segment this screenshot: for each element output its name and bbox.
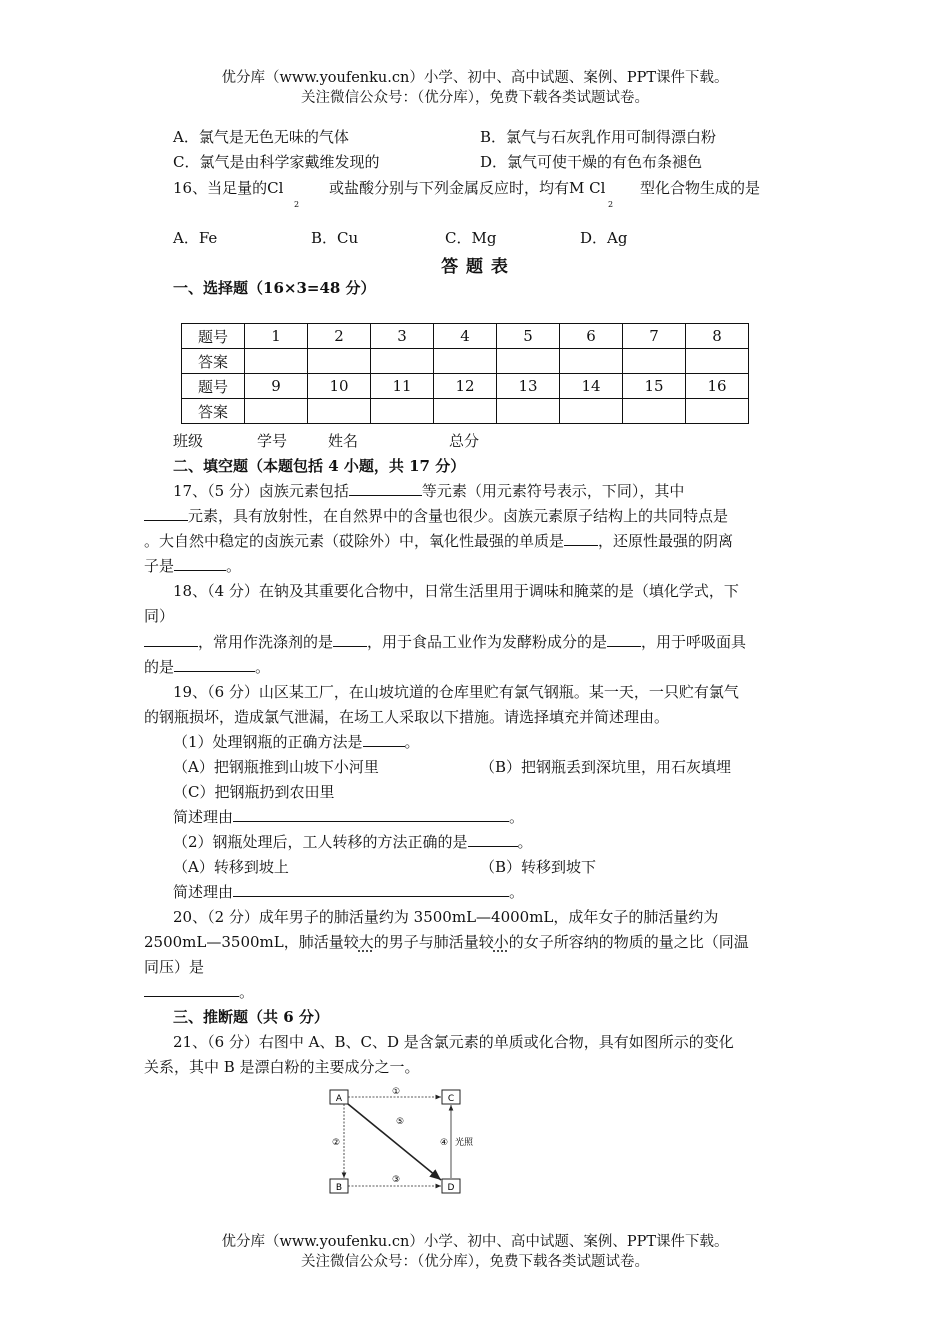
row-label-answer: 答案 <box>182 349 245 374</box>
info-class: 班级 <box>173 432 204 450</box>
question-number: 15 <box>623 374 686 399</box>
question-number: 5 <box>497 324 560 349</box>
question-number: 2 <box>308 324 371 349</box>
q18-text: 。 <box>255 658 271 676</box>
q16-stem-part2: 或盐酸分别与下列金属反应时，均有M Cl <box>329 179 606 197</box>
info-student-id: 学号 <box>257 432 288 450</box>
q19-text: 。 <box>404 733 420 751</box>
q19-option-a2: （A）转移到坡上 <box>173 858 289 876</box>
q19-reason-blank-1[interactable] <box>233 807 509 822</box>
q16-stem-part3: 型化合物生成的是 <box>640 179 761 197</box>
q20-line-4 <box>144 981 254 1002</box>
q18-text: ，用于呼吸面具 <box>641 633 747 651</box>
q21-line-1: 21、（6 分）右图中 A、B、C、D 是含氯元素的单质或化合物，具有如图所示的变化 <box>173 1033 734 1051</box>
node-c-label: C <box>447 1094 455 1104</box>
q17-blank-4[interactable] <box>174 556 226 571</box>
q17-line-2 <box>144 505 728 526</box>
question-number: 1 <box>245 324 308 349</box>
answer-cell[interactable] <box>245 399 308 424</box>
q15-option-c: C．氯气是由科学家戴维发现的 <box>173 153 380 171</box>
answer-cell[interactable] <box>371 399 434 424</box>
q19-text: （2）钢瓶处理后，工人转移的方法正确的是 <box>173 833 468 851</box>
transformation-diagram <box>320 1082 490 1202</box>
node-a-label: A <box>335 1094 343 1104</box>
question-number: 4 <box>434 324 497 349</box>
q18-line-2: 同） <box>144 607 175 625</box>
q18-blank-4[interactable] <box>174 657 255 672</box>
q17-text: 17、（5 分）卤族元素包括 <box>173 482 349 500</box>
info-name: 姓名 <box>328 432 359 450</box>
q19-reason-2 <box>173 881 524 902</box>
answer-cell[interactable] <box>434 349 497 374</box>
question-number: 13 <box>497 374 560 399</box>
edge-1-label: ① <box>391 1087 401 1097</box>
q19-text: 简述理由 <box>173 883 234 901</box>
q18-line-1: 18、（4 分）在钠及其重要化合物中，日常生活里用于调味和腌菜的是（填化学式，下 <box>173 582 739 600</box>
answer-cell[interactable] <box>560 349 623 374</box>
answer-cell[interactable] <box>308 349 371 374</box>
edge-a-to-d <box>348 1104 441 1180</box>
edge-4-label: ④ <box>439 1138 449 1148</box>
q17-blank-2[interactable] <box>144 506 188 521</box>
q19-reason-blank-2[interactable] <box>233 882 509 897</box>
section1-title: 一、选择题（16×3=48 分） <box>173 279 376 297</box>
q18-text: 的是 <box>144 658 175 676</box>
q18-blank-3[interactable] <box>607 632 641 647</box>
answer-sheet-title: 答 题 表 <box>441 257 509 277</box>
row-label-question: 题号 <box>182 324 245 349</box>
q19-text: 。 <box>509 808 525 826</box>
node-d-label: D <box>447 1183 455 1193</box>
q16-option-b: B．Cu <box>311 229 359 247</box>
edge-3-label: ③ <box>391 1175 401 1185</box>
q16-subscript-2: 2 <box>608 200 614 209</box>
answer-cell[interactable] <box>623 349 686 374</box>
answer-cell[interactable] <box>686 349 749 374</box>
q17-text: 子是 <box>144 557 175 575</box>
q19-part-2 <box>173 831 533 852</box>
q15-option-b: B．氯气与石灰乳作用可制得漂白粉 <box>480 128 717 146</box>
table-row <box>182 349 749 374</box>
q19-line-1: 19、（6 分）山区某工厂，在山坡坑道的仓库里贮有氯气钢瓶。某一天，一只贮有氯气 <box>173 683 739 701</box>
q19-text: 。 <box>517 833 533 851</box>
question-number: 12 <box>434 374 497 399</box>
q17-text: 等元素（用元素符号表示，下同），其中 <box>421 482 685 500</box>
q16-subscript-1: 2 <box>294 200 300 209</box>
q19-option-b: （B）把钢瓶丢到深坑里，用石灰填埋 <box>480 758 732 776</box>
q19-option-a: （A）把钢瓶推到山坡下小河里 <box>173 758 379 776</box>
table-row <box>182 399 749 424</box>
answer-cell[interactable] <box>245 349 308 374</box>
table-row <box>182 374 749 399</box>
q19-part-1 <box>173 731 420 752</box>
q20-line-2 <box>144 931 749 952</box>
q20-text: 的女子所容纳的物质的量之比（同温 <box>508 933 749 951</box>
q19-text: 。 <box>509 883 525 901</box>
answer-cell[interactable] <box>434 399 497 424</box>
q20-line-3: 同压）是 <box>144 958 205 976</box>
q17-blank-3[interactable] <box>564 531 598 546</box>
q19-option-b2: （B）转移到坡下 <box>480 858 597 876</box>
answer-cell[interactable] <box>560 399 623 424</box>
edge-5-label: ⑤ <box>395 1117 405 1127</box>
q18-line-4 <box>144 656 270 677</box>
q19-blank-1[interactable] <box>363 732 405 747</box>
question-number: 6 <box>560 324 623 349</box>
q18-blank-1[interactable] <box>144 632 198 647</box>
q18-text: ，常用作洗涤剂的是 <box>198 633 334 651</box>
q20-text: 的男子与肺活量较 <box>373 933 494 951</box>
q16-option-c: C．Mg <box>445 229 497 247</box>
question-number: 14 <box>560 374 623 399</box>
section2-title: 二、填空题（本题包括 4 小题，共 17 分） <box>173 457 466 475</box>
q16-option-d: D．Ag <box>580 229 628 247</box>
q16-option-a: A．Fe <box>173 229 218 247</box>
q20-emphasis-big: 大 <box>358 933 374 951</box>
q17-text: 。 <box>226 557 242 575</box>
q18-text: ，用于食品工业作为发酵粉成分的是 <box>367 633 608 651</box>
q17-line-1 <box>173 480 684 501</box>
answer-cell[interactable] <box>686 399 749 424</box>
q18-blank-2[interactable] <box>333 632 367 647</box>
header-line-1: 优分库（www.youfenku.cn）小学、初中、高中试题、案例、PPT课件下载。 <box>221 70 729 86</box>
node-b-label: B <box>335 1183 343 1193</box>
question-number: 10 <box>308 374 371 399</box>
answer-cell[interactable] <box>497 349 560 374</box>
q17-text: ，还原性最强的阴离 <box>598 532 734 550</box>
question-number: 11 <box>371 374 434 399</box>
edge-2-label: ② <box>331 1138 341 1148</box>
q19-option-c: （C）把钢瓶扔到农田里 <box>173 783 335 801</box>
header-line-2: 关注微信公众号：（优分库），免费下载各类试题试卷。 <box>301 90 649 106</box>
q17-blank-1[interactable] <box>349 481 422 496</box>
question-number: 7 <box>623 324 686 349</box>
question-number: 16 <box>686 374 749 399</box>
answer-cell[interactable] <box>623 399 686 424</box>
q19-reason-1 <box>173 806 524 827</box>
q19-text: 简述理由 <box>173 808 234 826</box>
q17-text: 。大自然中稳定的卤族元素（砹除外）中，氧化性最强的单质是 <box>144 532 565 550</box>
q19-text: （1）处理钢瓶的正确方法是 <box>173 733 363 751</box>
table-row <box>182 324 749 349</box>
edge-4-condition: 光照 <box>455 1138 474 1148</box>
q15-option-a: A．氯气是无色无味的气体 <box>173 128 349 146</box>
q16-stem <box>173 177 283 198</box>
q20-text: 。 <box>239 983 255 1001</box>
answer-table <box>181 323 749 424</box>
q20-line-1: 20、（2 分）成年男子的肺活量约为 3500mL—4000mL，成年女子的肺活量约为 <box>173 908 719 926</box>
q19-line-2: 的钢瓶损坏，造成氯气泄漏，在场工人采取以下措施。请选择填充并简述理由。 <box>144 708 670 726</box>
q20-emphasis-small: 小 <box>493 933 509 951</box>
info-total: 总分 <box>449 432 480 450</box>
q20-blank[interactable] <box>144 982 239 997</box>
q19-blank-2[interactable] <box>468 832 518 847</box>
question-number: 9 <box>245 374 308 399</box>
q17-line-4 <box>144 555 241 576</box>
question-number: 3 <box>371 324 434 349</box>
q17-text: 元素，具有放射性，在自然界中的含量也很少。卤族元素原子结构上的共同特点是 <box>188 507 729 525</box>
footer-line-1: 优分库（www.youfenku.cn）小学、初中、高中试题、案例、PPT课件下载。 <box>221 1234 729 1250</box>
q20-text: 2500mL—3500mL，肺活量较 <box>144 933 359 951</box>
answer-cell[interactable] <box>497 399 560 424</box>
q15-option-d: D．氯气可使干燥的有色布条褪色 <box>480 153 703 171</box>
answer-cell[interactable] <box>371 349 434 374</box>
q16-stem-part1: 16、当足量的Cl <box>173 179 284 197</box>
row-label-answer: 答案 <box>182 399 245 424</box>
row-label-question: 题号 <box>182 374 245 399</box>
footer-line-2: 关注微信公众号：（优分库），免费下载各类试题试卷。 <box>301 1254 649 1270</box>
question-number: 8 <box>686 324 749 349</box>
q21-line-2: 关系，其中 B 是漂白粉的主要成分之一。 <box>144 1058 420 1076</box>
q17-line-3 <box>144 530 733 551</box>
section3-title: 三、推断题（共 6 分） <box>173 1008 329 1026</box>
q18-line-3 <box>144 631 746 652</box>
answer-cell[interactable] <box>308 399 371 424</box>
